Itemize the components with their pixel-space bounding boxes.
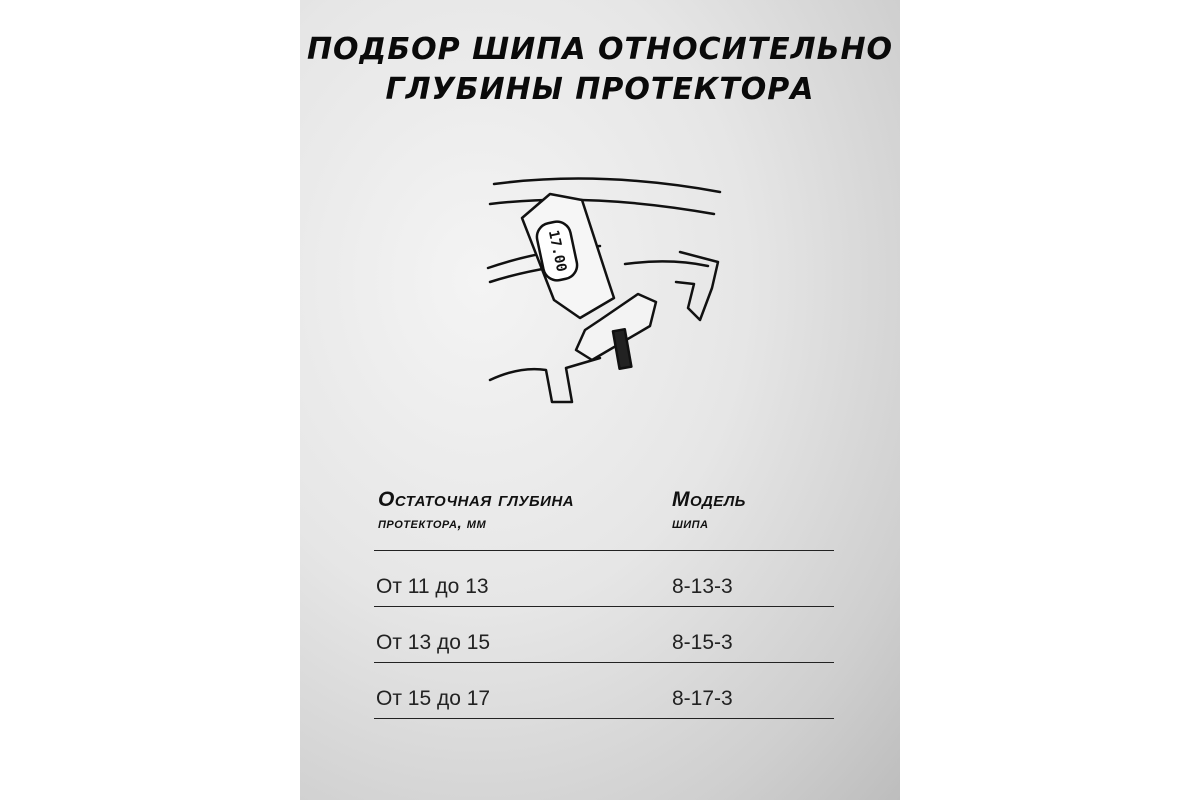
page-title bbox=[300, 30, 900, 110]
gauge-readout: 17.00 bbox=[544, 228, 570, 274]
title-line-2: ГЛУБИНЫ ПРОТЕКТОРА bbox=[385, 72, 815, 107]
tire-arc-line bbox=[625, 261, 708, 266]
depth-cell: От 11 до 13 bbox=[376, 575, 489, 598]
model-cell: 8-15-3 bbox=[672, 631, 733, 654]
table-row bbox=[374, 551, 834, 607]
header-depth: Остаточная глубина протектора, мм bbox=[378, 488, 575, 532]
tread-depth-gauge-illustration bbox=[480, 170, 740, 410]
header-model: Модель шипа bbox=[672, 488, 746, 532]
model-cell: 8-17-3 bbox=[672, 687, 733, 710]
infographic-card bbox=[300, 0, 900, 800]
tread-block-outline bbox=[490, 358, 600, 402]
model-cell: 8-13-3 bbox=[672, 575, 733, 598]
title-line-1: ПОДБОР ШИПА ОТНОСИТЕЛЬНО bbox=[306, 32, 894, 67]
tire-arc-line bbox=[494, 179, 720, 192]
table-row bbox=[374, 607, 834, 663]
table-row bbox=[374, 663, 834, 719]
depth-cell: От 13 до 15 bbox=[376, 631, 491, 654]
table-header bbox=[374, 488, 834, 551]
depth-cell: От 15 до 17 bbox=[376, 687, 491, 710]
stud-selection-table bbox=[374, 488, 834, 719]
tire-arc-line bbox=[490, 200, 714, 214]
